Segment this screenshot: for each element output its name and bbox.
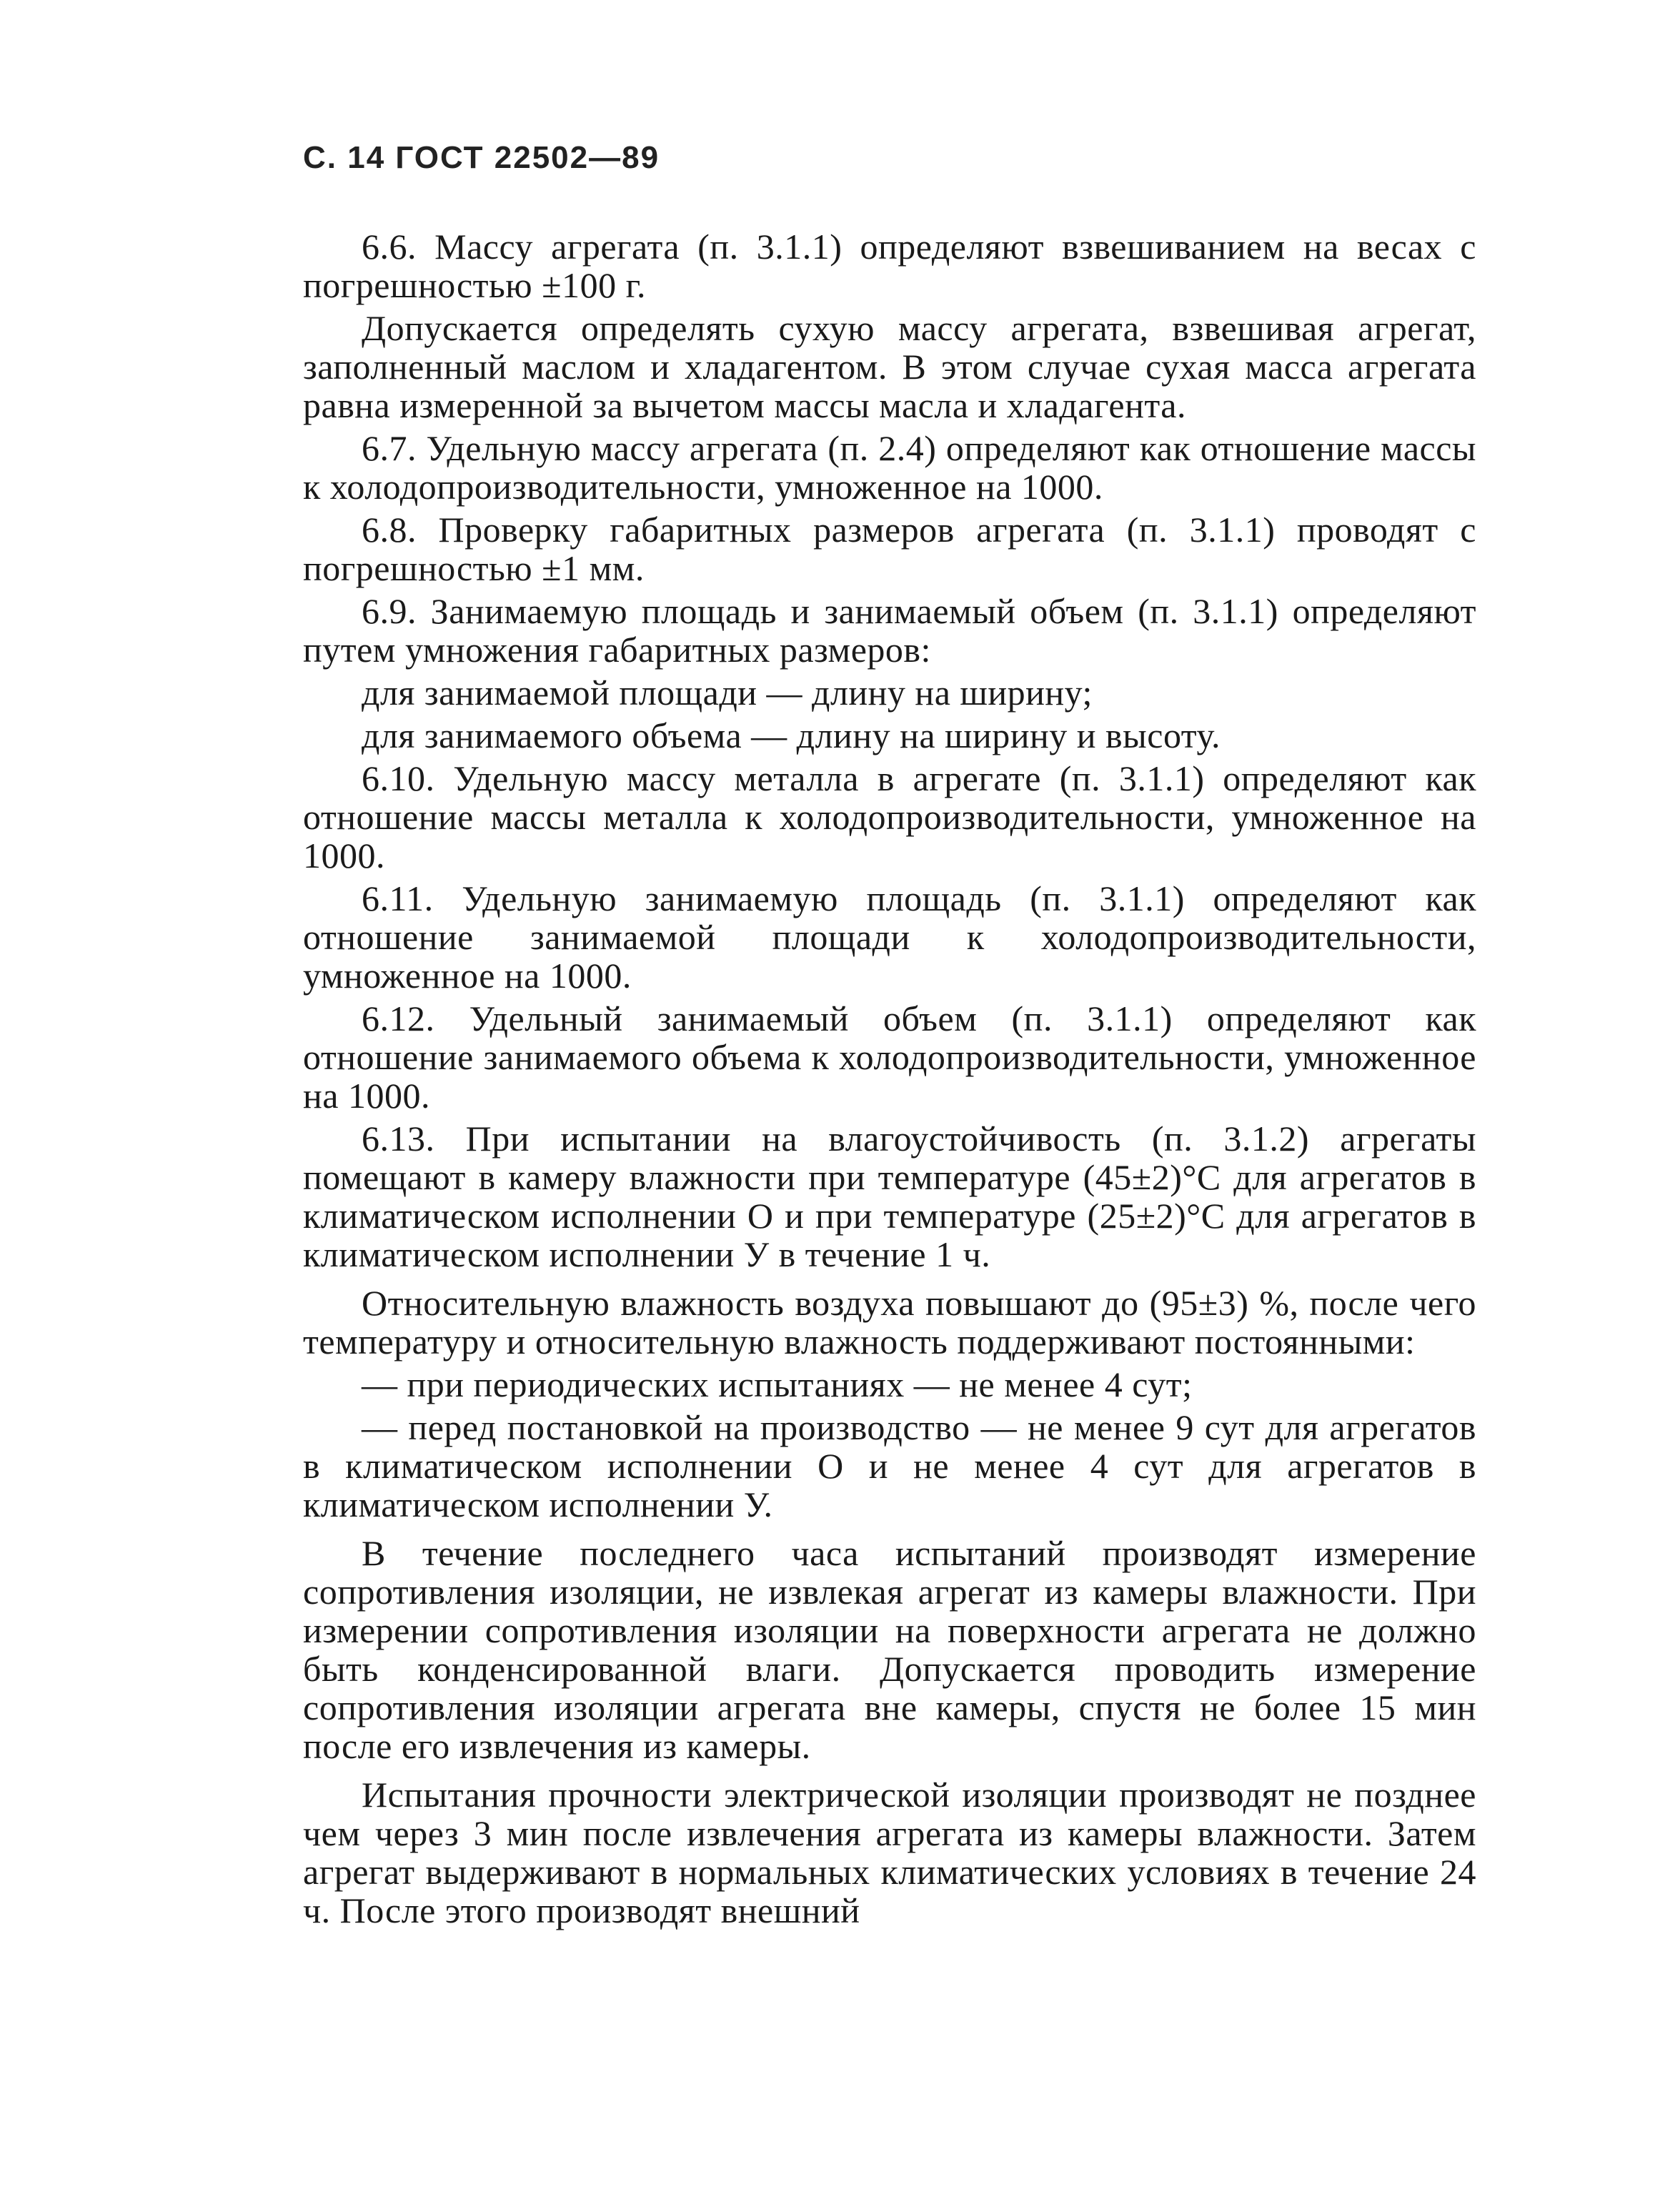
paragraph-6-8: 6.8. Проверку габаритных размеров агрегата (п. 3.1.1) проводят с погрешностью ±1 мм. <box>303 510 1476 588</box>
paragraph-6-11: 6.11. Удельную занимаемую площадь (п. 3.1.1) определяют как отношение занимаемой площади к холодопроизводительности, умноженное на 1000. <box>303 878 1476 996</box>
paragraph-volume: для занимаемого объема — длину на ширину и высоту. <box>362 715 1221 755</box>
paragraph-insulation-strength: Испытания прочности электрической изоляции производят не позднее чем через 3 мин после извлечения агрегата из камеры влажности. Затем агрегат выдерживают в нормальных климатических условиях в течение 24 ч. После этого производят внешний <box>303 1775 1476 1930</box>
paragraph-insulation-resistance: В течение последнего часа испытаний производят измерение сопротивления изоляции, не извлекая агрегат из камеры влажности. При измерении сопротивления изоляции на поверхности агрегата не должно быть конденсированной влаги. Допускается проводить измерение сопротивления изоляции агрегата вне камеры, спустя не более 15 мин после его извлечения из камеры. <box>303 1533 1476 1766</box>
paragraph-6-9: 6.9. Занимаемую площадь и занимаемый объем (п. 3.1.1) определяют путем умножения габаритных размеров: <box>303 591 1476 670</box>
paragraph-humidity: Относительную влажность воздуха повышают до (95±3) %, после чего температуру и относительную влажность поддерживают постоянными: <box>303 1283 1476 1362</box>
paragraph-6-7: 6.7. Удельную массу агрегата (п. 2.4) определяют как отношение массы к холодопроизводительности, умноженное на 1000. <box>303 428 1476 507</box>
paragraph-6-6: 6.6. Массу агрегата (п. 3.1.1) определяют взвешиванием на весах с погрешностью ±100 г. <box>303 227 1476 305</box>
paragraph-dry-mass: Допускается определять сухую массу агрегата, взвешивая агрегат, заполненный маслом и хладагентом. В этом случае сухая масса агрегата равна измеренной за вычетом массы масла и хладагента. <box>303 308 1476 425</box>
paragraph-6-10: 6.10. Удельную массу металла в агрегате (п. 3.1.1) определяют как отношение массы металла к холодопроизводительности, умноженное на 1000. <box>303 758 1476 876</box>
list-item-production: — перед постановкой на производство — не менее 9 сут для агрегатов в климатическом исполнении О и не менее 4 сут для агрегатов в климатическом исполнении У. <box>303 1407 1476 1524</box>
paragraph-area: для занимаемой площади — длину на ширину; <box>362 673 1093 713</box>
list-item-periodic: — при периодических испытаниях — не менее 4 сут; <box>362 1364 1193 1404</box>
paragraph-6-12: 6.12. Удельный занимаемый объем (п. 3.1.1) определяют как отношение занимаемого объема к холодопроизводительности, умноженное на 1000. <box>303 998 1476 1116</box>
running-header: С. 14 ГОСТ 22502—89 <box>303 140 660 175</box>
document-body <box>303 227 1476 1934</box>
paragraph-6-13: 6.13. При испытании на влагоустойчивость (п. 3.1.2) агрегаты помещают в камеру влажности при температуре (45±2)°С для агрегатов в климатическом исполнении О и при температуре (25±2)°С для агрегатов в климатическом исполнении У в течение 1 ч. <box>303 1119 1476 1274</box>
